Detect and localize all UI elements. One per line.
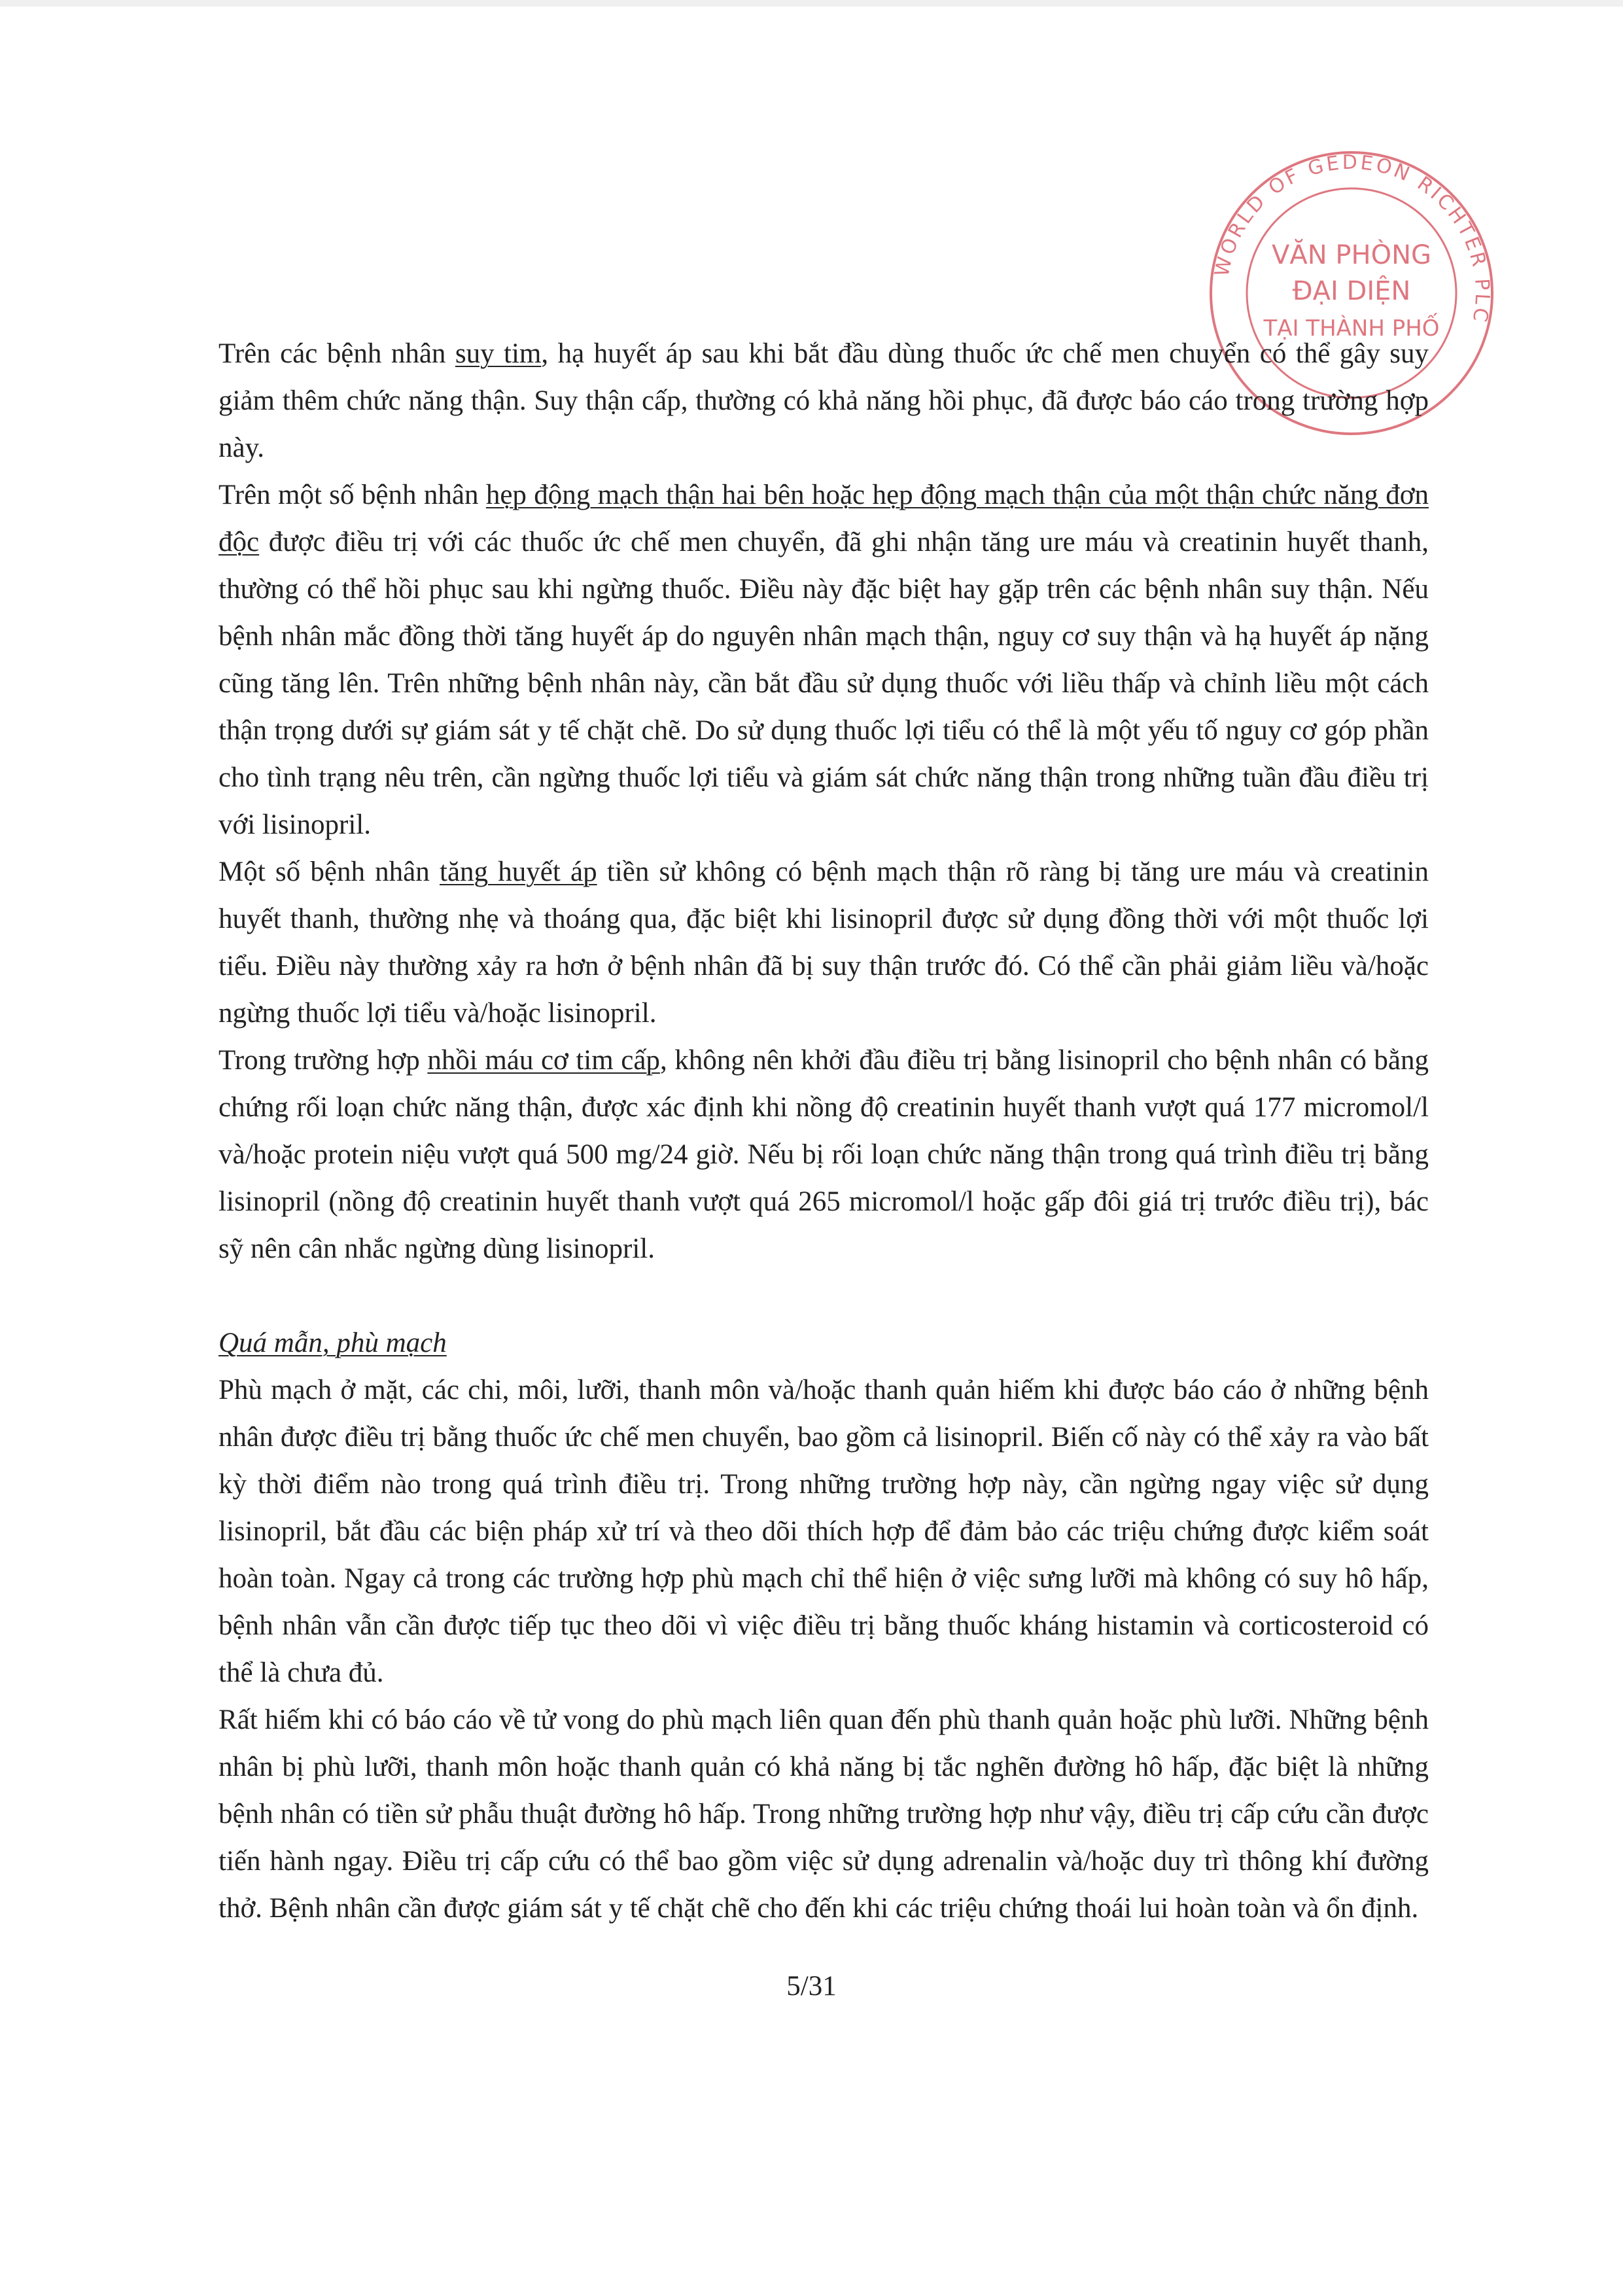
stamp-line-2: ĐẠI DIỆN [1292, 276, 1411, 306]
paragraph-renal-artery-stenosis: Trên một số bệnh nhân hẹp động mạch thận hai bên hoặc hẹp động mạch thận của một thận chức năng đơn độc được điều trị với các thuốc ức chế men chuyển, đã ghi nhận tăng ure máu và creatinin huyết thanh, thường có thể hồi phục sau khi ngừng thuốc. Điều này đặc biệt hay gặp trên các bệnh nhân suy thận. Nếu bệnh nhân mắc đồng thời tăng huyết áp do nguyên nhân mạch thận, nguy cơ suy thận và hạ huyết áp nặng cũng tăng lên. Trên những bệnh nhân này, cần bắt đầu sử dụng thuốc với liều thấp và chỉnh liều một cách thận trọng dưới sự giám sát y tế chặt chẽ. Do sử dụng thuốc lợi tiểu có thể là một yếu tố nguy cơ góp phần cho tình trạng nêu trên, cần ngừng thuốc lợi tiểu và giám sát chức năng thận trong những tuần đầu điều trị với lisinopril. [218, 480, 1429, 840]
document-body [218, 330, 1429, 1932]
stamp-line-1: VĂN PHÒNG [1272, 240, 1431, 270]
stamp-outer-text: WORLD OF GEDEON RICHTER PLC [1210, 150, 1494, 327]
paragraph-renal-heart-failure: Trên các bệnh nhân suy tim, hạ huyết áp sau khi bắt đầu dùng thuốc ức chế men chuyển có thể gây suy giảm thêm chức năng thận. Suy thận cấp, thường có khả năng hồi phục, đã được báo cáo trong trường hợp này. [218, 338, 1429, 463]
term-hypertension: tăng huyết áp [440, 857, 597, 887]
term-renal-artery-stenosis: hẹp động mạch thận hai bên hoặc hẹp động mạch thận của một thận chức năng đơn độc [218, 480, 1429, 557]
term-heart-failure: suy tim [455, 338, 542, 369]
section-spacer [218, 1273, 1429, 1320]
stamp-line-3: TẠI THÀNH PHỐ [1263, 315, 1440, 342]
section-heading-hypersensitivity: Quá mẫn, phù mạch [218, 1328, 447, 1358]
paragraph-angioedema-fatal: Rất hiếm khi có báo cáo về tử vong do phù mạch liên quan đến phù thanh quản hoặc phù lưỡi. Những bệnh nhân bị phù lưỡi, thanh môn hoặc thanh quản có khả năng bị tắc nghẽn đường hô hấp, đặc biệt là những bệnh nhân có tiền sử phẫu thuật đường hô hấp. Trong những trường hợp như vậy, điều trị cấp cứu cần được tiến hành ngay. Điều trị cấp cứu có thể bao gồm việc sử dụng adrenalin và/hoặc duy trì thông khí đường thở. Bệnh nhân cần được giám sát y tế chặt chẽ cho đến khi các triệu chứng thoái lui hoàn toàn và ổn định. [218, 1704, 1429, 1924]
page-number: 5/31 [786, 1971, 837, 2002]
paragraph-myocardial-infarction: Trong trường hợp nhồi máu cơ tim cấp, không nên khởi đầu điều trị bằng lisinopril cho bệnh nhân có bằng chứng rối loạn chức năng thận, được xác định khi nồng độ creatinin huyết thanh vượt quá 177 micromol/l và/hoặc protein niệu vượt quá 500 mg/24 giờ. Nếu bị rối loạn chức năng thận trong quá trình điều trị bằng lisinopril (nồng độ creatinin huyết thanh vượt quá 265 micromol/l hoặc gấp đôi giá trị trước điều trị), bác sỹ nên cân nhắc ngừng dùng lisinopril. [218, 1045, 1429, 1264]
paragraph-angioedema: Phù mạch ở mặt, các chi, môi, lưỡi, thanh môn và/hoặc thanh quản hiếm khi được báo cáo ở những bệnh nhân được điều trị bằng thuốc ức chế men chuyển, bao gồm cả lisinopril. Biến cố này có thể xảy ra vào bất kỳ thời điểm nào trong quá trình điều trị. Trong những trường hợp này, cần ngừng ngay việc sử dụng lisinopril, bắt đầu các biện pháp xử trí và theo dõi thích hợp để đảm bảo các triệu chứng được kiểm soát hoàn toàn. Ngay cả trong các trường hợp phù mạch chỉ thể hiện ở việc sưng lưỡi mà không có suy hô hấp, bệnh nhân vẫn cần được tiếp tục theo dõi vì việc điều trị bằng thuốc kháng histamin và corticosteroid có thể là chưa đủ. [218, 1375, 1429, 1688]
paragraph-hypertension: Một số bệnh nhân tăng huyết áp tiền sử không có bệnh mạch thận rõ ràng bị tăng ure máu và creatinin huyết thanh, thường nhẹ và thoáng qua, đặc biệt khi lisinopril được sử dụng đồng thời với một thuốc lợi tiểu. Điều này thường xảy ra hơn ở bệnh nhân đã bị suy thận trước đó. Có thể cần phải giảm liều và/hoặc ngừng thuốc lợi tiểu và/hoặc lisinopril. [218, 857, 1429, 1029]
scan-top-edge [0, 0, 1623, 7]
term-myocardial-infarction: nhồi máu cơ tim cấp [427, 1045, 660, 1076]
